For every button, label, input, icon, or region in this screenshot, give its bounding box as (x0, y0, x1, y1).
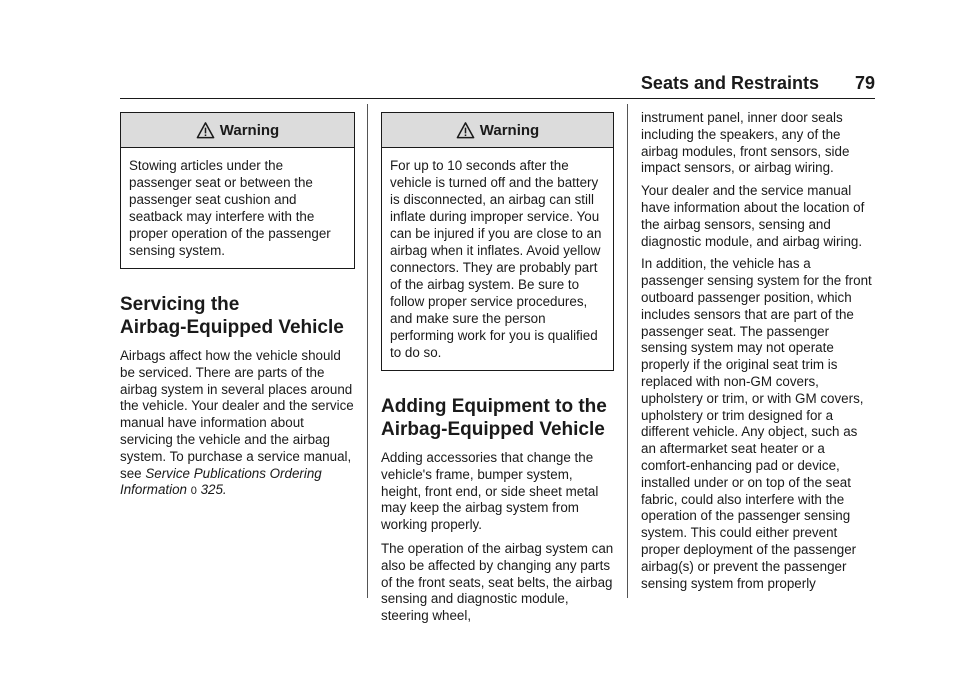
header-rule (120, 98, 875, 99)
page-number: 79 (854, 73, 875, 93)
warning-title: Warning (219, 121, 280, 139)
section-heading (120, 293, 355, 339)
warning-header (121, 113, 354, 148)
column-3 (641, 110, 875, 598)
cross-reference-page: 325. (200, 482, 227, 498)
body-paragraph: Adding accessories that change the vehicle's frame, bumper system, height, front end, or side sheet metal may keep the airbag system from working properly. (381, 450, 599, 533)
body-paragraph: The operation of the airbag system can also be affected by changing any parts of the front seats, seat belts, the airbag sensing and diagnostic module, steering wheel, (381, 540, 614, 624)
warning-header (382, 113, 613, 148)
section-heading (381, 395, 614, 441)
column-2 (381, 112, 614, 625)
heading-line-1: Servicing the (120, 294, 240, 315)
page-header (120, 72, 875, 94)
cross-reference-title: Service Publications Ordering Information (120, 465, 322, 498)
body-paragraph: instrument panel, inner door seals including the speakers, any of the airbag modules, front sensors, side impact sensors, or airbag wiring. (641, 110, 850, 176)
page-ref-icon: 0 (190, 485, 197, 498)
cross-reference-link[interactable] (120, 466, 322, 498)
warning-title: Warning (479, 121, 540, 139)
body-paragraph (120, 348, 355, 500)
warning-text: Stowing articles under the passenger seat or between the passenger seat cushion and seatback may interfere with the proper operation of the passenger sensing system. (129, 158, 331, 258)
section-title: Seats and Restraints (640, 73, 819, 93)
column-divider (367, 104, 368, 598)
body-paragraph: Your dealer and the service manual have information about the location of the airbag sensors, sensing and diagnostic module, and airbag wiring. (641, 183, 865, 249)
column-divider (627, 104, 628, 598)
warning-box (381, 112, 614, 371)
heading-line-2: Airbag-Equipped Vehicle (120, 317, 344, 338)
heading-line-1: Adding Equipment to the (381, 396, 607, 417)
body-paragraph: In addition, the vehicle has a passenger sensing system for the front outboard passenger position, which includes sensors that are part of the passenger seat. The passenger sensing system may not operate properly if the original seat trim is replaced with non-GM covers, upholstery or trim, or with GM covers, upholstery or trim designed for a different vehicle. Any object, such as an aftermarket seat heater or a comfort-enhancing pad or device, installed under or on top of the seat fabric, could also interfere with the operation of the passenger sensing system. This could either prevent proper deployment of the passenger airbag(s) or prevent the passenger sensing system from properly (641, 256, 872, 591)
body-text: Airbags affect how the vehicle should be serviced. There are parts of the airbag system in several places around the vehicle. Your dealer and the service manual have information about servicing the vehicle and the airbag system. To purchase a service manual, see (120, 348, 354, 481)
heading-line-2: Airbag-Equipped Vehicle (381, 419, 605, 440)
warning-triangle-icon (196, 121, 215, 140)
warning-triangle-icon (456, 121, 475, 140)
column-1 (120, 112, 355, 500)
warning-box (120, 112, 355, 269)
warning-text: For up to 10 seconds after the vehicle is turned off and the battery is disconnected, an airbag can still inflate during improper service. You can be injured if you are close to an airbag when it inflates. Avoid yellow connectors. They are probably part of the airbag system. Be sure to follow proper service procedures, and make sure the person performing work for you is qualified to do so. (390, 158, 602, 360)
